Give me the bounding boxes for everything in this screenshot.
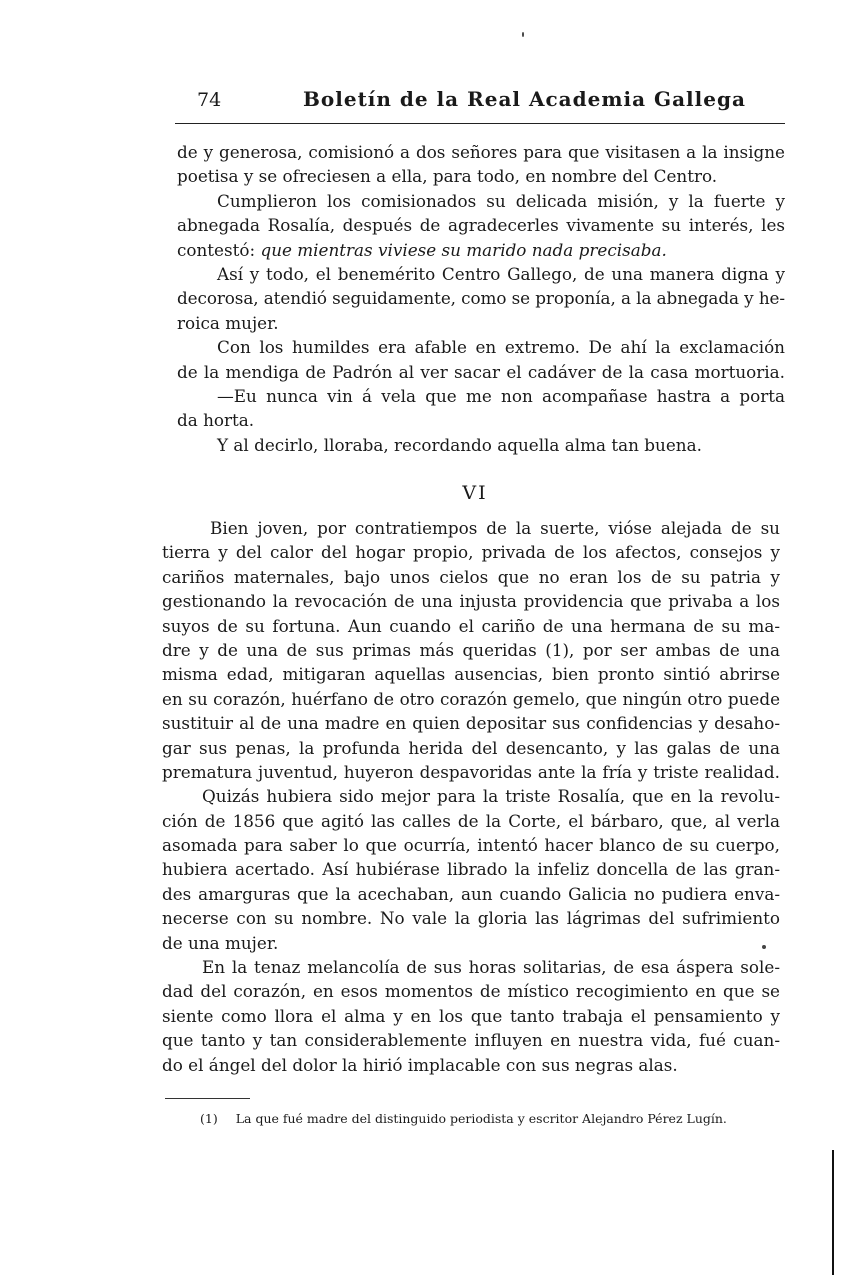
text-line: Cumplieron los comisionados su delicada misión, y la fuerte y bbox=[217, 190, 785, 211]
scan-edge-line bbox=[832, 1150, 834, 1275]
text-line: dre y de una de sus primas más queridas (1), por ser ambas de una bbox=[162, 639, 780, 660]
text-line: suyos de su fortuna. Aun cuando el cariño de una hermana de su ma- bbox=[162, 615, 780, 636]
text-line: necerse con su nombre. No vale la gloria las lágrimas del sufrimiento bbox=[162, 908, 780, 929]
text-line: decorosa, atendió seguidamente, como se proponía, a la abnegada y he- bbox=[177, 288, 785, 309]
text-line: des amarguras que la acechaban, aun cuando Galicia no pudiera enva- bbox=[162, 883, 780, 904]
text-line: roica mujer. bbox=[177, 312, 279, 333]
text-line: de y generosa, comisionó a dos señores para que visitasen a la insigne bbox=[177, 142, 785, 162]
text-line: tierra y del calor del hogar propio, privada de los afectos, consejos y bbox=[162, 542, 780, 563]
footnote-mark: (1) bbox=[200, 1111, 218, 1126]
text-line: en su corazón, huérfano de otro corazón gemelo, que ningún otro puede bbox=[162, 688, 780, 709]
footnote-text: La que fué madre del distinguido periodista y escritor Alejandro Pérez Lugín. bbox=[235, 1111, 727, 1126]
text-line: —Eu nunca vin á vela que me non acompañase hastra a porta bbox=[217, 385, 785, 406]
running-title: Boletín de la Real Academia Gallega bbox=[303, 87, 746, 111]
text-fragment: contestó: bbox=[177, 239, 256, 260]
text-line: de la mendiga de Padrón al ver sacar el cadáver de la casa mortuoria. bbox=[177, 361, 785, 382]
text-line: Y al decirlo, lloraba, recordando aquella alma tan buena. bbox=[217, 434, 702, 455]
text-line: siente como llora el alma y en los que tanto trabaja el pensamiento y bbox=[162, 1005, 780, 1026]
text-line: misma edad, mitigaran aquellas ausencias, bien pronto sintió abrirse bbox=[162, 664, 780, 685]
quoted-reply: que mientras viviese su marido nada precisaba. bbox=[260, 239, 667, 260]
text-line: cariños maternales, bajo unos cielos que no eran los de su patria y bbox=[162, 566, 780, 587]
page-number: 74 bbox=[197, 89, 222, 111]
text-line: da horta. bbox=[177, 410, 255, 431]
text-line: que tanto y tan considerablemente influyen en nuestra vida, fué cuan- bbox=[162, 1030, 780, 1051]
text-line: asomada para saber lo que ocurría, intentó hacer blanco de su cuerpo, bbox=[162, 835, 780, 856]
text-block-section-vi bbox=[162, 516, 780, 1077]
text-line: Así y todo, el benemérito Centro Gallego, de una manera digna y bbox=[217, 263, 785, 284]
text-line: do el ángel del dolor la hirió implacable con sus negras alas. bbox=[162, 1054, 678, 1075]
text-line: En la tenaz melancolía de sus horas solitarias, de esa áspera sole- bbox=[202, 957, 780, 978]
text-line: sustituir al de una madre en quien depositar sus confidencias y desaho- bbox=[162, 713, 780, 734]
footnote-divider bbox=[165, 1098, 250, 1099]
text-line-mixed bbox=[177, 238, 785, 262]
text-line: abnegada Rosalía, después de agradecerles vivamente su interés, les bbox=[177, 215, 785, 236]
text-line: de una mujer. bbox=[162, 932, 279, 953]
text-line: Con los humildes era afable en extremo. De ahí la exclamación bbox=[217, 337, 785, 358]
section-heading: VI bbox=[462, 482, 488, 504]
text-block-top bbox=[177, 140, 785, 457]
footnote bbox=[200, 1111, 727, 1126]
scan-speck bbox=[762, 945, 766, 949]
text-line: Quizás hubiera sido mejor para la triste Rosalía, que en la revolu- bbox=[202, 786, 780, 807]
text-line: gestionando la revocación de una injusta providencia que privaba a los bbox=[162, 591, 780, 612]
text-line: gar sus penas, la profunda herida del desencanto, y las galas de una bbox=[162, 737, 780, 758]
scan-speck bbox=[522, 32, 524, 37]
text-line: ción de 1856 que agitó las calles de la Corte, el bárbaro, que, al verla bbox=[162, 810, 780, 831]
text-line: poetisa y se ofreciesen a ella, para todo, en nombre del Centro. bbox=[177, 166, 718, 187]
text-line: hubiera acertado. Así hubiérase librado la infeliz doncella de las gran- bbox=[162, 859, 780, 880]
text-line: dad del corazón, en esos momentos de místico recogimiento en que se bbox=[162, 981, 780, 1002]
text-line: Bien joven, por contratiempos de la suerte, vióse alejada de su bbox=[210, 518, 780, 538]
page-header bbox=[175, 85, 785, 124]
text-line: prematura juventud, huyeron despavoridas ante la fría y triste realidad. bbox=[162, 761, 780, 782]
